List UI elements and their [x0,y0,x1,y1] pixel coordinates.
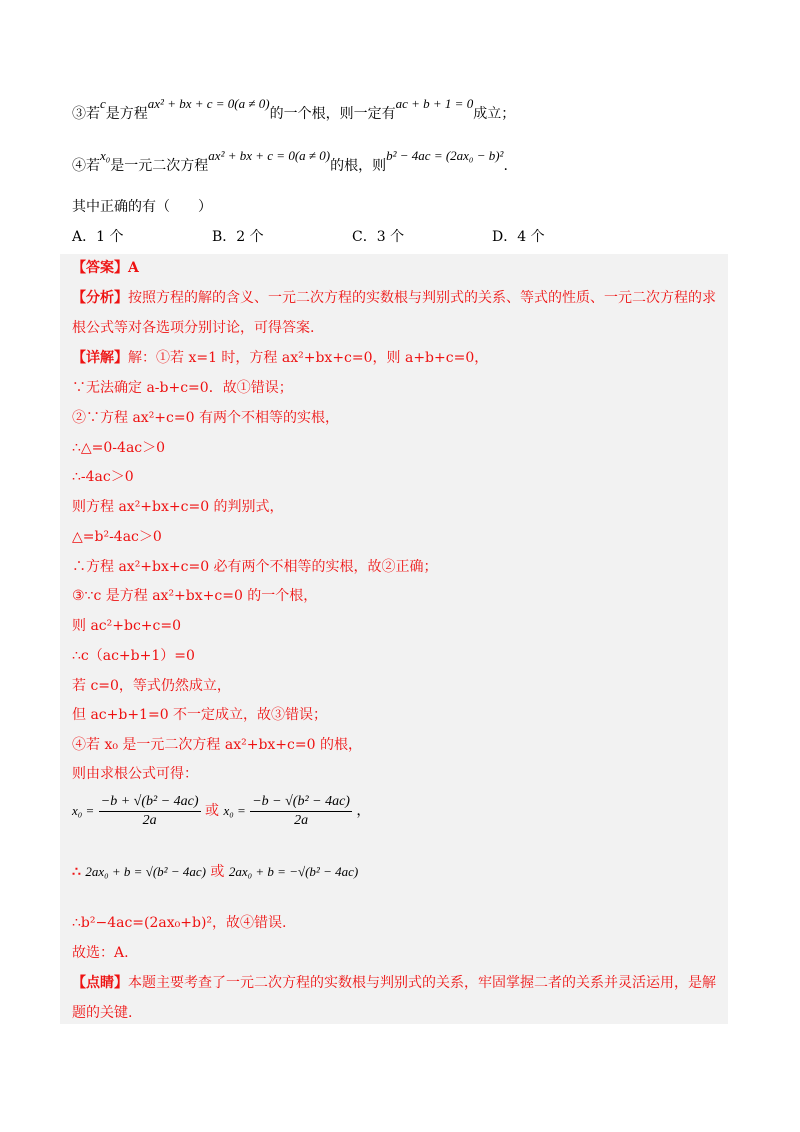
item4-suffix: . [503,158,508,174]
formula2-or: 或 [210,864,225,880]
option-a: A．1 个 [72,229,124,245]
formula2-left: 2ax₀ + b = √(b² − 4ac) [85,864,206,879]
item3-prefix: ③若 [72,106,100,122]
item4-variable: x₀ [100,148,111,163]
choice-line: 故选：A. [72,945,129,961]
formula1-fraction2 [250,793,352,830]
analysis-text-1: 按照方程的解的含义、一元二次方程的实数根与判别式的关系、等式的性质、一元二次方程的求 [128,290,716,306]
formula1-or: 或 [204,803,219,819]
option-d: D．4 个 [492,229,545,245]
question-stem: 其中正确的有（ ） [72,199,212,215]
detail-line: ∵无法确定 a-b+c=0．故①错误； [72,380,293,396]
detail-line: ∴方程 ax²+bx+c=0 必有两个不相等的实根，故②正确； [72,559,438,575]
detail-line: ③∵c 是方程 ax²+bx+c=0 的一个根， [72,588,318,604]
analysis-line-1 [72,288,716,308]
item3-text2: 的一个根，则一定有 [269,106,396,122]
item4-equation: ax² + bx + c = 0(a ≠ 0) [208,148,331,163]
item3-variable: c [100,96,106,111]
detail-line: 则由求根公式可得： [72,766,198,782]
detail-line: △=b²-4ac＞0 [72,529,162,545]
question-item-4 [72,148,508,176]
formula2-right: 2ax₀ + b = −√(b² − 4ac) [228,864,359,879]
formula1-numerator2: −b − √(b² − 4ac) [250,793,352,812]
detail-line: 但 ac+b+1=0 不一定成立，故③错误； [72,707,328,723]
formula1-tail: ， [356,803,371,819]
question-item-3 [72,96,516,124]
detail-line: 若 c=0，等式仍然成立， [72,678,231,694]
remark-line-1 [72,973,716,993]
item3-suffix: 成立； [473,106,516,122]
remark-line-2: 题的关键. [72,1005,133,1021]
detail-line-1 [72,348,488,368]
detail-line: ∴△=0-4ac＞0 [72,440,166,456]
remark-tag: 【点睛】 [72,975,128,991]
detail-line: ④若 x₀ 是一元二次方程 ax²+bx+c=0 的根， [72,737,362,753]
derived-formula [72,862,358,882]
solution-panel [60,254,728,1024]
item3-equation: ax² + bx + c = 0(a ≠ 0) [147,96,270,111]
item3-relation: ac + b + 1 = 0 [395,96,474,111]
therefore-symbol: ∴ [72,864,81,880]
formula1-lhs: x₀ = [72,803,95,818]
option-b: B．2 个 [212,229,264,245]
formula1-denominator2: 2a [294,812,309,828]
formula1-numerator: −b + √(b² − 4ac) [99,793,201,812]
detail-tag: 【详解】 [72,350,128,366]
answer-line [72,258,139,278]
detail-line: ∴c（ac+b+1）=0 [72,648,195,664]
remark-text-1: 本题主要考查了一元二次方程的实数根与判别式的关系，牢固掌握二者的关系并灵活运用，是解 [128,975,716,991]
item4-prefix: ④若 [72,158,100,174]
answer-value: A [128,260,139,276]
item4-text2: 的根，则 [330,158,387,174]
answer-options [72,227,632,247]
formula1-lhs2: x₀ = [223,803,246,818]
detail-line: ∴-4ac＞0 [72,469,134,485]
conclusion-line: ∴b²−4ac=(2ax₀+b)²，故④错误. [72,915,287,931]
formula1-fraction [99,793,201,830]
detail-text-1: 解：①若 x=1 时，方程 ax²+bx+c=0，则 a+b+c=0， [128,350,489,366]
option-c: C．3 个 [352,229,405,245]
analysis-tag: 【分析】 [72,290,128,306]
quadratic-formula [72,792,370,830]
detail-line: 则 ac²+bc+c=0 [72,618,181,634]
detail-line: 则方程 ax²+bx+c=0 的判别式， [72,499,284,515]
detail-line: ②∵方程 ax²+c=0 有两个不相等的实根， [72,410,339,426]
formula1-denominator: 2a [142,812,157,828]
analysis-line-2: 根公式等对各选项分别讨论，可得答案. [72,320,315,336]
item4-relation: b² − 4ac = (2ax₀ − b)² [386,148,504,163]
item4-text1: 是一元二次方程 [110,158,209,174]
answer-tag: 【答案】 [72,260,128,276]
item3-text1: 是方程 [105,106,148,122]
